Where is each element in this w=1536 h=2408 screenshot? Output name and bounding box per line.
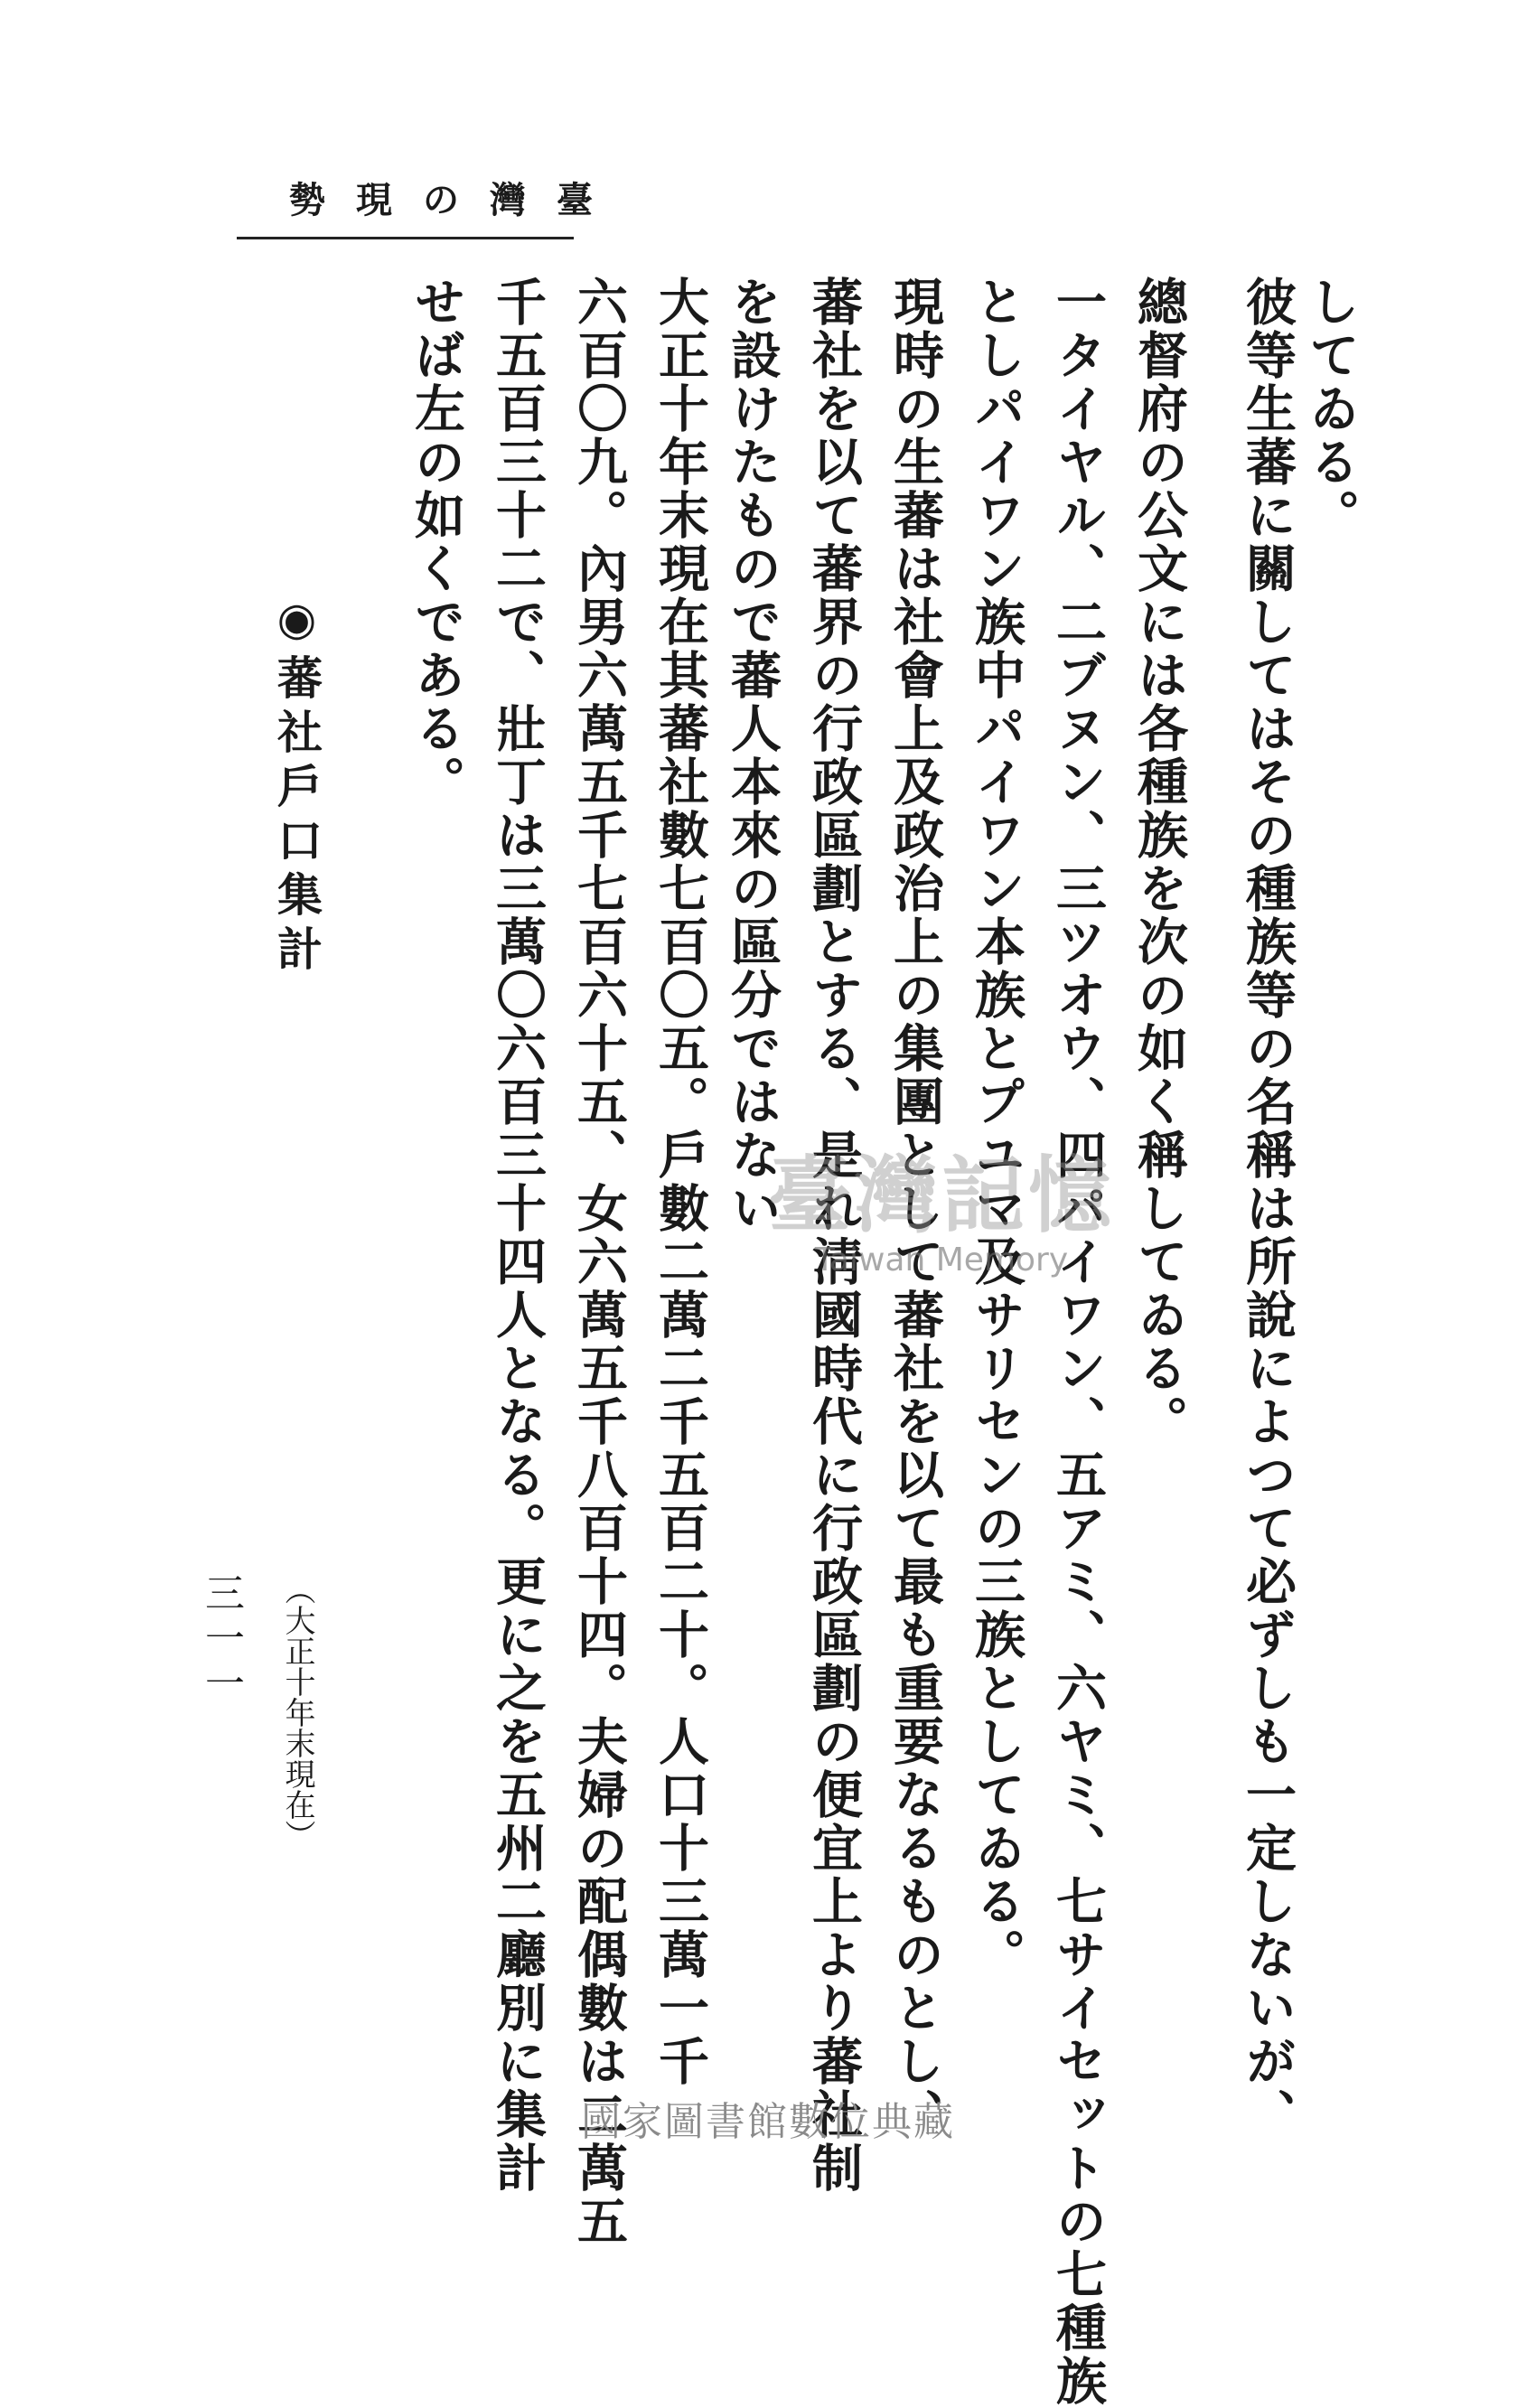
watermark (768, 1129, 1115, 1279)
text-column-12: せば左の如くである。 (407, 276, 466, 809)
text-column-2: 彼等生蕃に關してはその種族等の名稱は所說によつて必ずしも一定しないが、 (1238, 276, 1297, 2141)
text-column-5: としパイワン族中パイワン本族とプユマ及サリセンの三族としてゐる。 (967, 276, 1026, 1982)
watermark-english: Taiwan Memory (814, 1241, 1069, 1279)
text-column-7: 蕃社を以て蕃界の行政區劃とする、是れ淸國時代に行政區劃の便宜上より蕃社制 (804, 276, 864, 2195)
section-heading: ◉蕃社戶口集計 (270, 592, 323, 979)
running-title: 勢現の灣臺 (289, 179, 623, 221)
footer-library-credit: 國家圖書館數位典藏 (581, 2099, 955, 2145)
watermark-chinese: 臺灣記憶 (768, 1148, 1116, 1244)
text-column-10: 六百〇九。內男六萬五千七百六十五、女六萬五千八百十四。夫婦の配偶數は二萬五 (569, 276, 629, 2248)
section-date-note: （大正十年末現在） (279, 1574, 315, 1851)
header-divider (237, 237, 574, 239)
text-column-6: 現時の生蕃は社會上及政治上の集團として蕃社を以て最も重要なるものとし、 (885, 276, 945, 2141)
text-column-8: を設けたもので蕃人本來の區分ではない (723, 276, 782, 1235)
text-column-11: 千五百三十二で、壯丁は三萬〇六百三十四人となる。更に之を五州二廳別に集計 (488, 276, 548, 2195)
page-number: 三一一 (198, 1572, 244, 1708)
text-column-1: してゐる。 (1301, 276, 1361, 542)
text-column-4: 一タイヤル、二ブヌン、三ツオウ、四パイワン、五アミ、六ヤミ、七サイセットの七種族 (1048, 276, 1108, 2408)
text-column-9: 大正十年末現在其蕃社數七百〇五。戶數二萬二千五百二十。人口十三萬一千 (651, 276, 710, 2088)
text-column-3: 總督府の公文には各種族を次の如く稱してゐる。 (1129, 276, 1189, 1448)
